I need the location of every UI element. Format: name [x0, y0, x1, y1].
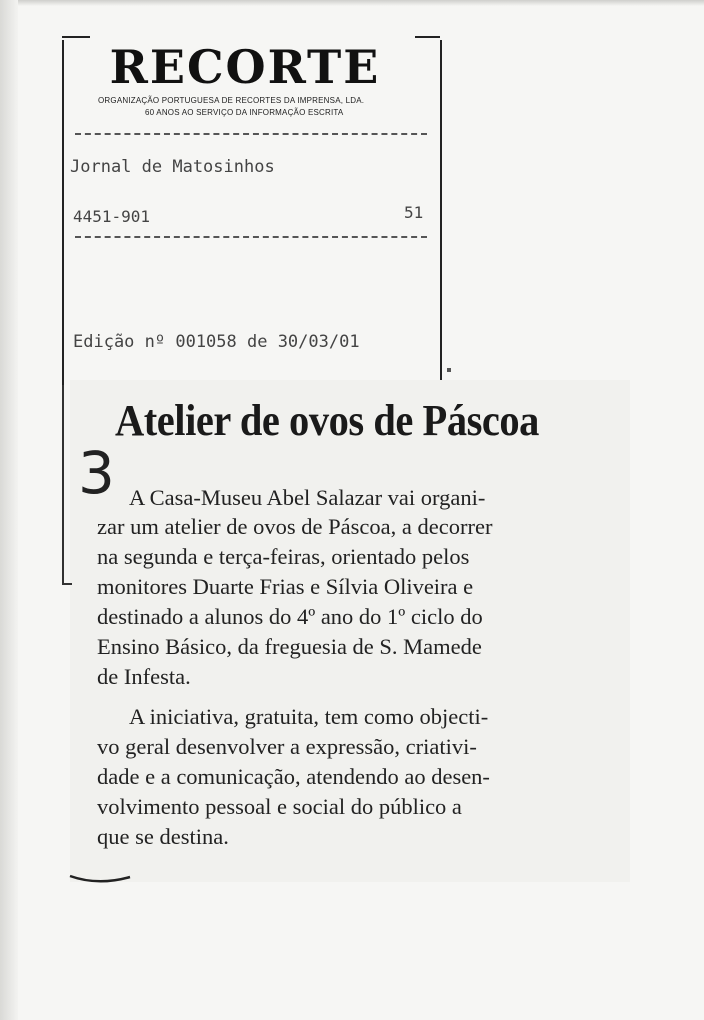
article-line: volvimento pessoal e social do público a [97, 794, 462, 819]
scan-top-edge [0, 0, 704, 6]
article-line: zar um atelier de ovos de Páscoa, a decorrer [97, 514, 493, 539]
organization-name: ORGANIZAÇÃO PORTUGUESA DE RECORTES DA IMPRENSA, LDA. [98, 96, 365, 105]
stamp-divider-bottom [75, 236, 427, 238]
scan-mark [447, 368, 451, 372]
article-bracket-line [62, 385, 64, 585]
handwritten-number: 3 [78, 439, 115, 507]
article-bracket-foot [62, 583, 72, 585]
article-line: monitores Duarte Frias e Sílvia Oliveira e [97, 574, 474, 599]
article-line: de Infesta. [97, 664, 191, 689]
postal-code: 4451-901 [73, 207, 151, 226]
edition-info: Edição nº 001058 de 30/03/01 [73, 332, 360, 352]
article-line: Ensino Básico, da freguesia de S. Mamede [97, 634, 482, 659]
article-line: que se destina. [97, 824, 229, 849]
newspaper-name: Jornal de Matosinhos [70, 157, 275, 177]
recorte-logo [100, 42, 390, 92]
recorte-logo-word: RECORTE [109, 40, 381, 94]
pen-scribble-mark [68, 868, 138, 888]
organization-tagline: 60 ANOS AO SERVIÇO DA INFORMAÇÃO ESCRITA [145, 108, 344, 117]
article-line: vo geral desenvolver a expressão, criativi- [97, 734, 477, 759]
stamp-frame-top-right [415, 36, 440, 38]
page-number: 51 [404, 203, 424, 222]
article-line: na segunda e terça-feiras, orientado pelos [97, 544, 470, 569]
scan-left-edge [0, 0, 18, 1020]
stamp-divider-top [75, 133, 427, 135]
article-headline: Atelier de ovos de Páscoa [115, 396, 539, 445]
stamp-frame-top-left [62, 36, 90, 38]
article-line: A Casa-Museu Abel Salazar vai organi- [129, 485, 486, 510]
article-line: A iniciativa, gratuita, tem como objecti- [129, 704, 489, 729]
article-line: dade e a comunicação, atendendo ao desen- [97, 764, 490, 789]
article-line: destinado a alunos do 4º ano do 1º ciclo do [97, 604, 483, 629]
